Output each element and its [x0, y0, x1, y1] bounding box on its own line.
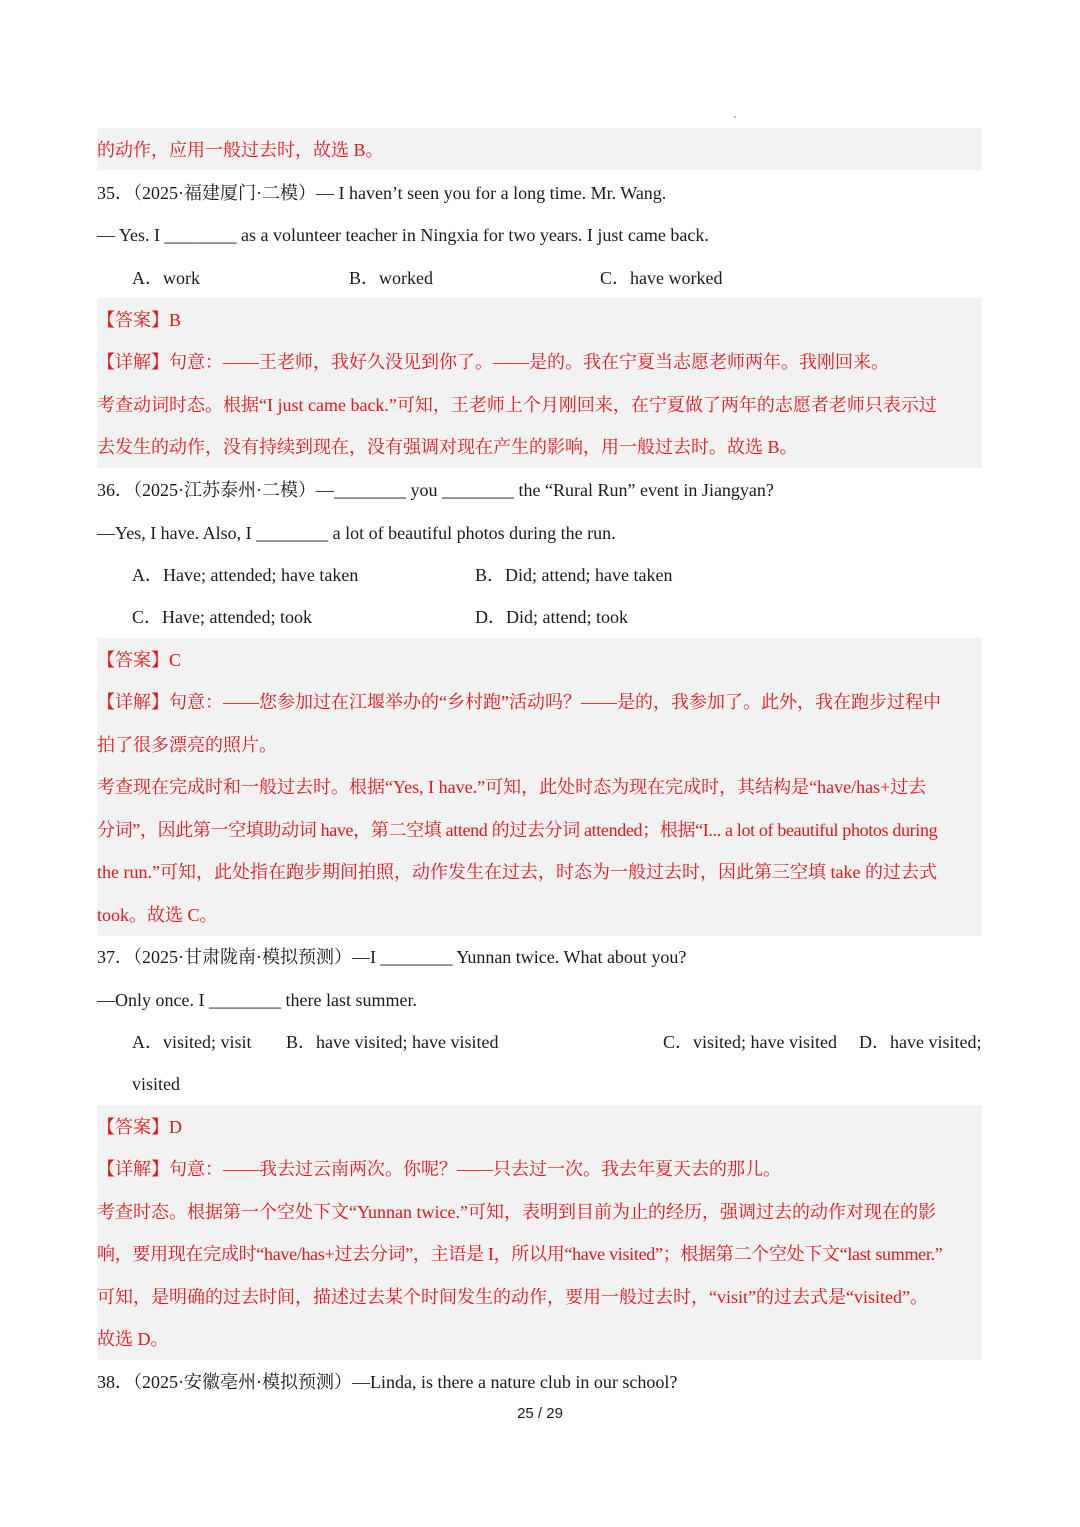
q37-detail-2: 考查时态。根据第一个空处下文“Yunnan twice.”可知，表明到目前为止的经历，强调过去的动作对现在的影 — [97, 1202, 936, 1222]
q37-option-d-wrap: visited — [132, 1074, 180, 1094]
q36-option-c: C．Have; attended; took — [132, 607, 312, 627]
q37-answer: 【答案】D — [97, 1117, 182, 1137]
q37-detail-3: 响，要用现在完成时“have/has+过去分词”，主语是 I，所以用“have visited”；根据第二个空处下文“last summer.” — [97, 1244, 943, 1264]
q35-option-a: A．work — [132, 268, 200, 288]
q35-detail-2: 考查动词时态。根据“I just came back.”可知，王老师上个月刚回来，在宁夏做了两年的志愿者老师只表示过 — [97, 395, 937, 415]
q36-line2: —Yes, I have. Also, I ________ a lot of beautiful photos during the run. — [97, 523, 616, 543]
q37-stem: 37．（2025·甘肃陇南·模拟预测）—I ________ Yunnan twice. What about you? — [97, 947, 687, 967]
q35-answer: 【答案】B — [97, 310, 182, 330]
q37-option-b: B．have visited; have visited — [286, 1032, 499, 1052]
q36-detail-3: 考查现在完成时和一般过去时。根据“Yes, I have.”可知，此处时态为现在完成时，其结构是“have/has+过去 — [97, 777, 927, 797]
q36-detail-6: took。故选 C。 — [97, 905, 218, 925]
q37-option-c: C．visited; have visited — [663, 1032, 837, 1052]
q37-option-d: D．have visited; — [859, 1032, 982, 1052]
q36-option-a: A．Have; attended; have taken — [132, 565, 359, 585]
q35-detail-1: 【详解】句意：——王老师，我好久没见到你了。——是的。我在宁夏当志愿老师两年。我刚回来。 — [97, 352, 889, 372]
answer-tail-34: 的动作，应用一般过去时，故选 B。 — [97, 140, 384, 160]
q36-answer: 【答案】C — [97, 650, 182, 670]
q36-stem: 36．（2025·江苏泰州·二模）—________ you ________ the “Rural Run” event in Jiangyan? — [97, 480, 774, 500]
q36-detail-4: 分词”，因此第一空填助动词 have，第二空填 attend 的过去分词 attended；根据“I... a lot of beautiful photos during — [97, 820, 938, 840]
q35-option-c: C．have worked — [600, 268, 723, 288]
scan-dot — [734, 116, 736, 118]
q37-option-a: A．visited; visit — [132, 1032, 252, 1052]
q36-detail-1: 【详解】句意：——您参加过在江堰举办的“乡村跑”活动吗？——是的，我参加了。此外，我在跑步过程中 — [97, 692, 941, 712]
q38-stem: 38．（2025·安徽亳州·模拟预测）—Linda, is there a nature club in our school? — [97, 1372, 678, 1392]
q35-stem: 35．（2025·福建厦门·二模）— I haven’t seen you for a long time. Mr. Wang. — [97, 183, 667, 203]
q37-detail-4: 可知，是明确的过去时间，描述过去某个时间发生的动作，要用一般过去时，“visit”的过去式是“visited”。 — [97, 1287, 928, 1307]
page-number: 25 / 29 — [517, 1405, 563, 1422]
q36-detail-2: 拍了很多漂亮的照片。 — [97, 735, 277, 755]
q37-detail-1: 【详解】句意：——我去过云南两次。你呢？——只去过一次。我去年夏天去的那儿。 — [97, 1159, 781, 1179]
q36-option-b: B．Did; attend; have taken — [475, 565, 673, 585]
q35-option-b: B．worked — [349, 268, 433, 288]
q35-detail-3: 去发生的动作，没有持续到现在，没有强调对现在产生的影响，用一般过去时。故选 B。 — [97, 437, 798, 457]
answer-box-37 — [97, 1105, 982, 1360]
q37-detail-5: 故选 D。 — [97, 1329, 169, 1349]
q37-line2: —Only once. I ________ there last summer. — [97, 990, 417, 1010]
q36-detail-5: the run.”可知，此处指在跑步期间拍照，动作发生在过去，时态为一般过去时，因此第三空填 take 的过去式 — [97, 862, 937, 882]
q36-option-d: D．Did; attend; took — [475, 607, 628, 627]
q35-line2: — Yes. I ________ as a volunteer teacher in Ningxia for two years. I just came back. — [97, 225, 709, 245]
